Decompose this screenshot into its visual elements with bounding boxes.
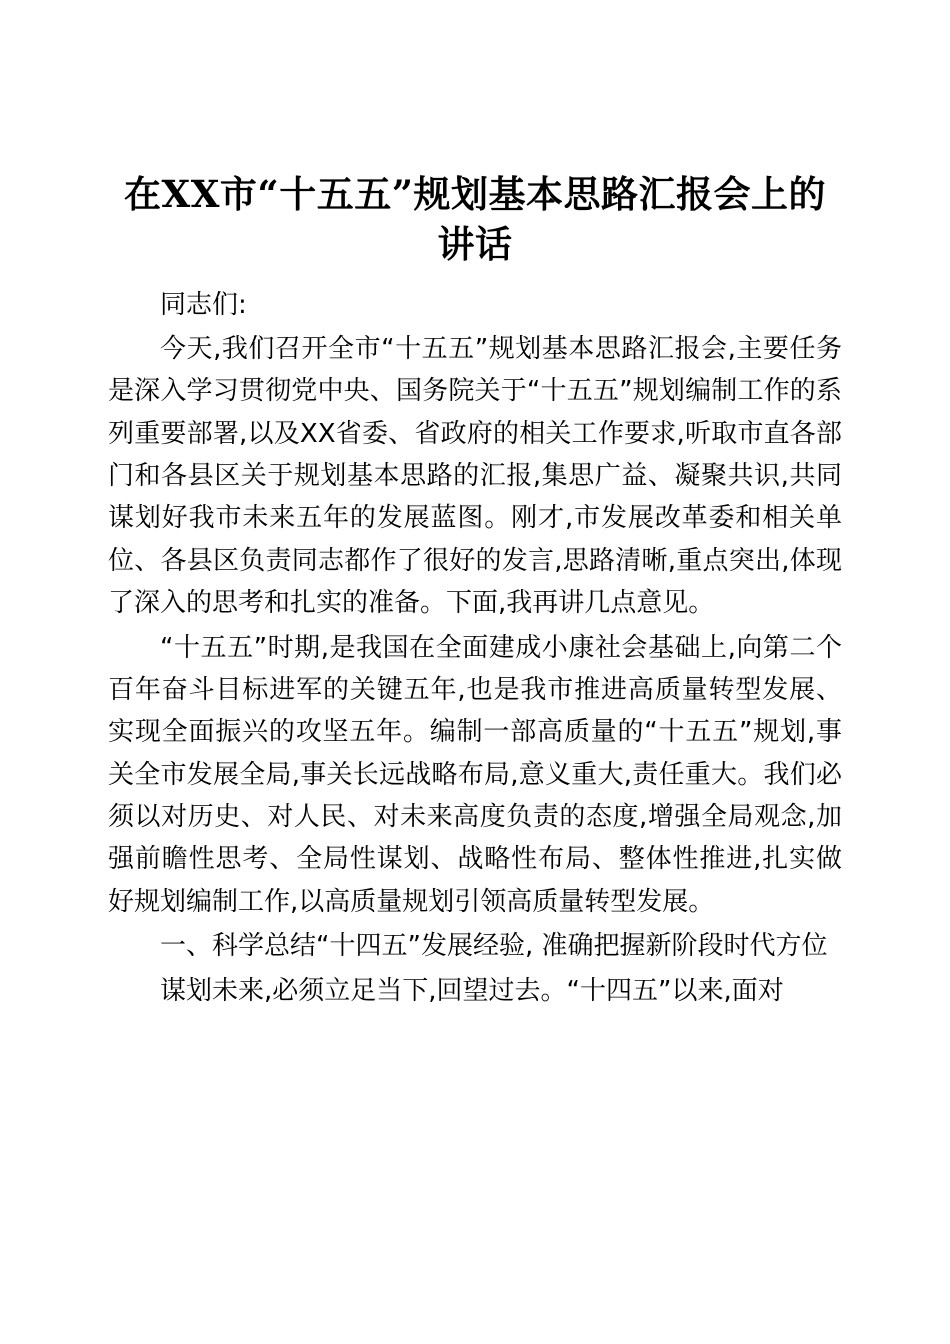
salutation-line: 同志们: xyxy=(160,289,247,320)
paragraph-2: “十五五”时期,是我国在全面建成小康社会基础上,向第二个百年奋斗目标进军的关键五年,也是我市推进高质量转型发展、实现全面振兴的攻坚五年。编制一部高质量的“十五五”规划,事关全市发展全局,事关长远战略布局,意义重大,责任重大。我们必须以对历史、对人民、对未来高度负责的态度,增强全局观念,加强前瞻性思考、全局性谋划、战略性布局、整体性推进,扎实做好规划编制工作,以高质量规划引领高质量转型发展。 xyxy=(108,632,842,917)
page-title: 在XX市“十五五”规划基本思路汇报会上的讲话 xyxy=(124,172,826,266)
paragraph-3: 谋划未来,必须立足当下,回望过去。“十四五”以来,面对 xyxy=(160,975,784,1006)
section-heading-1: 一、科学总结“十四五”发展经验, 准确把握新阶段时代方位 xyxy=(160,931,828,962)
paragraph-1: 今天,我们召开全市“十五五”规划基本思路汇报会,主要任务是深入学习贯彻党中央、国务院关于“十五五”规划编制工作的系列重要部署,以及XX省委、省政府的相关工作要求,听取市直各部门和各县区关于规划基本思路的汇报,集思广益、凝聚共识,共同谋划好我市未来五年的发展蓝图。刚才,市发展改革委和相关单位、各县区负责同志都作了很好的发言,思路清晰,重点突出,体现了深入的思考和扎实的准备。下面,我再讲几点意见。 xyxy=(108,333,842,619)
